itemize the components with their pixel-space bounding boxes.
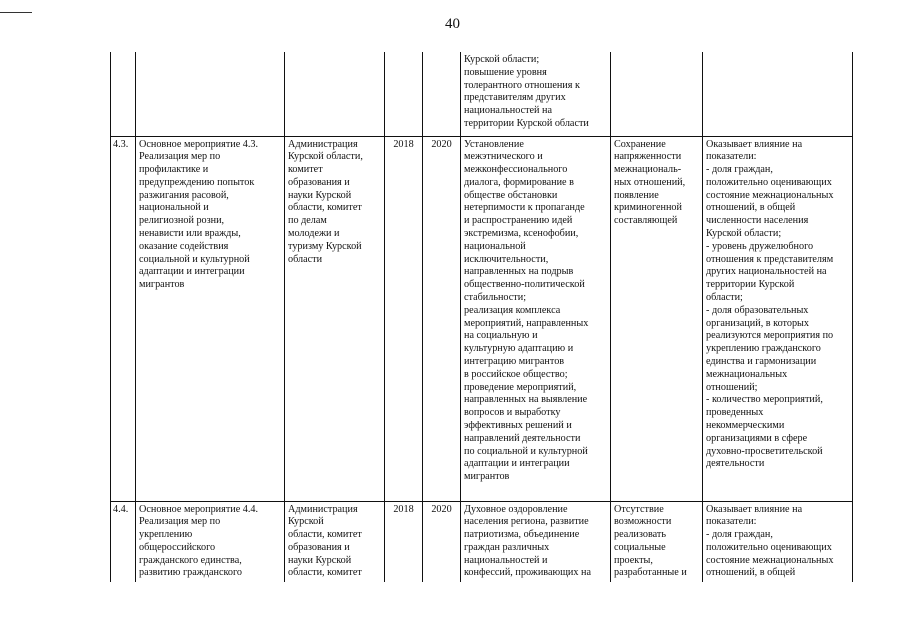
cell-text-line: укреплению	[139, 529, 193, 541]
cell-text-line: показатели:	[706, 151, 757, 163]
cell-text-line: стабильности;	[464, 292, 527, 304]
cell-text-line: организаций, в которых	[706, 317, 809, 329]
cell-text-line: Курской	[288, 516, 324, 528]
cell-text-line: Установление	[464, 138, 524, 150]
cell-text-line: Оказывает влияние на	[706, 138, 803, 150]
cell-text-line: национальной и	[139, 202, 209, 214]
cell-text-line: образования и	[288, 176, 350, 188]
cell-executor	[285, 136, 385, 501]
cell-text-line: состояние межнациональных	[706, 189, 834, 201]
cell-direction	[461, 136, 611, 501]
cell-text-line: проведенных	[706, 407, 764, 419]
cell-text-line: молодежи и	[288, 228, 340, 240]
cell-text-line: национальной	[464, 240, 526, 252]
cell-text-line: по социальной и культурной	[464, 445, 588, 457]
cell-text-line: - уровень дружелюбного	[706, 240, 814, 252]
cell-text-line: проведение мероприятий,	[464, 381, 577, 393]
cell-text-line: нетерпимости к пропаганде	[464, 202, 585, 214]
cell-text-line: отношений, в общей	[706, 567, 796, 579]
program-table	[110, 52, 853, 582]
cell-text-line: Администрация	[288, 138, 358, 150]
cell-text-line: области;	[706, 292, 743, 304]
table-row	[111, 136, 853, 501]
cell-text-line: культурную адаптацию и	[464, 343, 574, 355]
cell-text-line: конфессий, проживающих на	[464, 567, 591, 579]
cell-text-line: на социальную и	[464, 330, 538, 342]
cell-text-line: проекты,	[614, 554, 653, 566]
cell-text-line: составляющей	[614, 215, 678, 227]
cell-text-line: межэтнического и	[464, 151, 543, 163]
cell-text-line: положительно оценивающих	[706, 176, 832, 188]
cell-indicators	[703, 52, 853, 136]
cell-text-line: мероприятий, направленных	[464, 317, 589, 329]
cell-text-line: по делам	[288, 215, 327, 227]
cell-text-line: деятельности	[706, 458, 765, 470]
cell-text-line: напряженности	[614, 151, 682, 163]
cell-text-line: повышение уровня	[464, 66, 547, 78]
cell-text-line: вопросов и выработку	[464, 407, 561, 419]
cell-text-line: адаптации и интеграции	[139, 266, 245, 278]
cell-text-line: разработанные и	[614, 567, 687, 579]
cell-text-line: национальностей и	[464, 554, 548, 566]
cell-text-line: единства и гармонизации	[706, 356, 817, 368]
cell-executor	[285, 52, 385, 136]
cell-direction	[461, 52, 611, 136]
cell-event	[136, 501, 285, 582]
cell-text-line: разжигания расовой,	[139, 189, 229, 201]
cell-text-line: Курской области;	[706, 228, 782, 240]
cell-text-line: Сохранение	[614, 138, 666, 150]
cell-text-line: состояние межнациональных	[706, 554, 834, 566]
cell-text-line: ных отношений,	[614, 176, 686, 188]
cell-text-line: Духовное оздоровление	[464, 503, 568, 515]
cell-text-line: образования и	[288, 541, 350, 553]
cell-text-line: социальной и культурной	[139, 253, 250, 265]
cell-consequences	[611, 501, 703, 582]
cell-text-line: положительно оценивающих	[706, 541, 832, 553]
table-row	[111, 52, 853, 136]
cell-consequences	[611, 136, 703, 501]
cell-text-line: возможности	[614, 516, 672, 528]
cell-text-line: социальные	[614, 541, 666, 553]
cell-text-line: общественно-политической	[464, 279, 585, 291]
cell-text-line: комитет	[288, 164, 323, 176]
cell-text-line: укреплению гражданского	[706, 343, 821, 355]
cell-text-line: туризму Курской	[288, 240, 362, 252]
cell-text-line: - доля образовательных	[706, 304, 809, 316]
cell-start-year: 2018	[385, 501, 423, 582]
cell-text-line: ненависти или вражды,	[139, 228, 241, 240]
cell-text-line: организациями в сфере	[706, 432, 808, 444]
cell-text-line: экстремизма, ксенофобии,	[464, 228, 579, 240]
cell-text-line: населения региона, развитие	[464, 516, 589, 528]
cell-indicators	[703, 501, 853, 582]
cell-text-line: оказание содействия	[139, 240, 229, 252]
cell-text-line: некоммерческими	[706, 420, 785, 432]
cell-text-line: науки Курской	[288, 189, 352, 201]
cell-text-line: предупреждению попыток	[139, 176, 255, 188]
cell-text-line: направлений деятельности	[464, 432, 581, 444]
cell-text-line: обществе обстановки	[464, 189, 558, 201]
cell-text-line: диалога, формирование в	[464, 176, 574, 188]
cell-text-line: общероссийского	[139, 541, 216, 553]
cell-text-line: Администрация	[288, 503, 358, 515]
cell-number: 4.4.	[111, 501, 136, 582]
cell-text-line: направленных на выявление	[464, 394, 588, 406]
corner-scan-mark	[0, 12, 32, 13]
cell-text-line: появление	[614, 189, 659, 201]
cell-text-line: реализуются мероприятия по	[706, 330, 834, 342]
cell-text-line: показатели:	[706, 516, 757, 528]
cell-indicators	[703, 136, 853, 501]
cell-text-line: численности населения	[706, 215, 809, 227]
cell-text-line: и распространению идей	[464, 215, 573, 227]
cell-end-year: 2020	[423, 501, 461, 582]
cell-end-year: 2020	[423, 136, 461, 501]
cell-text-line: межнациональ-	[614, 164, 682, 176]
cell-event	[136, 136, 285, 501]
cell-text-line: национальностей на	[464, 105, 553, 117]
cell-text-line: представителям других	[464, 92, 566, 104]
cell-text-line: гражданского единства,	[139, 554, 242, 566]
cell-text-line: развитию гражданского	[139, 567, 243, 579]
cell-text-line: профилактике и	[139, 164, 209, 176]
cell-text-line: области	[288, 253, 323, 265]
cell-text-line: области, комитет	[288, 567, 362, 579]
cell-text-line: мигрантов	[464, 471, 510, 483]
cell-text-line: граждан различных	[464, 541, 550, 553]
cell-text-line: Оказывает влияние на	[706, 503, 803, 515]
cell-text-line: отношений;	[706, 381, 758, 393]
cell-text-line: мигрантов	[139, 279, 185, 291]
cell-text-line: направленных на подрыв	[464, 266, 574, 278]
cell-text-line: криминогенной	[614, 202, 682, 214]
cell-start-year	[385, 52, 423, 136]
cell-text-line: - доля граждан,	[706, 164, 773, 176]
cell-consequences	[611, 52, 703, 136]
cell-text-line: Отсутствие	[614, 503, 664, 515]
cell-text-line: реализация комплекса	[464, 304, 561, 316]
cell-text-line: патриотизма, объединение	[464, 529, 580, 541]
cell-text-line: в российское общество;	[464, 368, 568, 380]
cell-text-line: области, комитет	[288, 529, 362, 541]
cell-text-line: Основное мероприятие 4.4.	[139, 503, 259, 515]
cell-text-line: области, комитет	[288, 202, 362, 214]
cell-start-year: 2018	[385, 136, 423, 501]
cell-event	[136, 52, 285, 136]
cell-text-line: духовно-просветительской	[706, 445, 823, 457]
table-row	[111, 501, 853, 582]
cell-text-line: Курской области,	[288, 151, 363, 163]
cell-executor	[285, 501, 385, 582]
cell-text-line: территории Курской области	[464, 117, 589, 129]
cell-text-line: - количество мероприятий,	[706, 394, 823, 406]
cell-number	[111, 52, 136, 136]
cell-text-line: эффективных решений и	[464, 420, 572, 432]
cell-text-line: толерантного отношения к	[464, 79, 580, 91]
cell-text-line: адаптации и интеграции	[464, 458, 570, 470]
page-number: 40	[445, 16, 460, 32]
cell-text-line: Курской области;	[464, 54, 540, 65]
cell-number: 4.3.	[111, 136, 136, 501]
cell-text-line: других национальностей на	[706, 266, 827, 278]
cell-text-line: межнациональных	[706, 368, 788, 380]
page-bottom-margin	[0, 591, 905, 640]
cell-direction	[461, 501, 611, 582]
cell-text-line: Реализация мер по	[139, 151, 221, 163]
cell-text-line: межконфессионального	[464, 164, 568, 176]
cell-text-line: науки Курской	[288, 554, 352, 566]
cell-text-line: - доля граждан,	[706, 529, 773, 541]
cell-end-year	[423, 52, 461, 136]
cell-text-line: отношения к представителям	[706, 253, 834, 265]
cell-text-line: отношений, в общей	[706, 202, 796, 214]
cell-text-line: интеграцию мигрантов	[464, 356, 565, 368]
cell-text-line: религиозной розни,	[139, 215, 225, 227]
cell-text-line: Реализация мер по	[139, 516, 221, 528]
cell-text-line: исключительности,	[464, 253, 549, 265]
cell-text-line: реализовать	[614, 529, 666, 541]
cell-text-line: Основное мероприятие 4.3.	[139, 138, 259, 150]
cell-text-line: территории Курской	[706, 279, 795, 291]
